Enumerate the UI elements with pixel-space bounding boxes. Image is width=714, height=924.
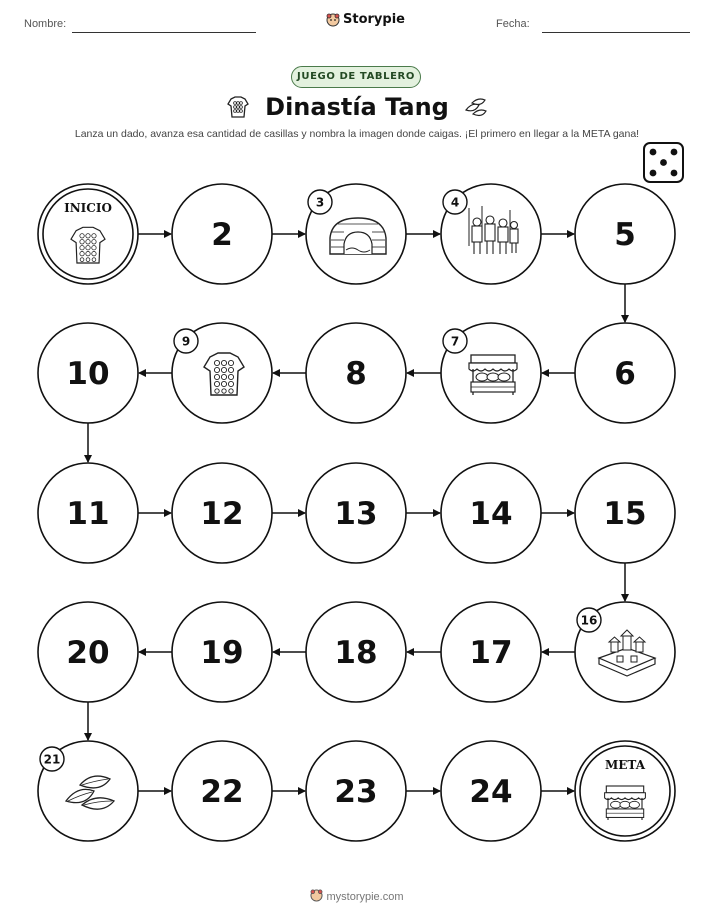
end-label: META [604,758,646,772]
name-label: Nombre: [24,18,67,30]
market-stall-icon [605,786,646,820]
space-number: 8 [345,356,367,392]
bridge-icon [330,218,386,254]
title-text: Dinastía Tang [265,93,449,121]
board-space-20 [38,602,138,702]
market-stall-icon [469,355,517,395]
board-space-7 [441,323,541,423]
board-space-9 [172,323,272,423]
space-number: 9 [181,334,191,349]
space-number: 4 [450,195,460,210]
board-space-24 [441,741,541,841]
space-number: 2 [211,217,233,253]
dice-icon [644,143,683,182]
space-number: 20 [66,635,110,671]
board-space-5 [575,184,675,284]
brand-name: Storypie [343,12,405,27]
board-space-17 [441,602,541,702]
board-space-16 [575,602,675,702]
board-space-6 [575,323,675,423]
board-space-23 [306,741,406,841]
space-number: 15 [603,496,647,532]
start-label: INICIO [64,201,112,215]
instructions: Lanza un dado, avanza esa cantidad de casillas y nombra la imagen donde caigas. ¡El primero en llegar a la META gana! [74,128,640,140]
board-space-21 [38,741,138,841]
footer [0,889,714,903]
space-number: 23 [334,774,378,810]
space-number: 3 [315,195,325,210]
space-number: 24 [469,774,513,810]
space-number: 6 [614,356,636,392]
date-label: Fecha: [496,18,530,30]
space-number: 17 [469,635,513,671]
space-number: 7 [450,334,460,349]
space-number: 14 [469,496,513,532]
space-number: 18 [334,635,378,671]
space-number: 13 [334,496,378,532]
board-space-11 [38,463,138,563]
space-number: 5 [614,217,636,253]
space-number: 10 [66,356,110,392]
board-space-22 [172,741,272,841]
board-space-15 [575,463,675,563]
space-number: 21 [43,752,61,767]
mascot-icon [310,889,323,902]
board-space-13 [306,463,406,563]
board-space-8 [306,323,406,423]
board-space-12 [172,463,272,563]
space-number: 12 [200,496,244,532]
board-space-25 [575,741,675,841]
board-spaces [38,184,675,841]
footer-url: mystorypie.com [326,891,404,903]
board-space-3 [306,184,406,284]
board-space-4 [441,184,541,284]
board-space-14 [441,463,541,563]
space-number: 22 [200,774,244,810]
space-number: 19 [200,635,244,671]
board-space-1 [38,184,138,284]
board-space-2 [172,184,272,284]
space-number: 11 [66,496,110,532]
board-space-10 [38,323,138,423]
board-space-19 [172,602,272,702]
space-number: 16 [580,613,598,628]
game-type-badge: JUEGO DE TABLERO [291,66,421,88]
board-space-18 [306,602,406,702]
